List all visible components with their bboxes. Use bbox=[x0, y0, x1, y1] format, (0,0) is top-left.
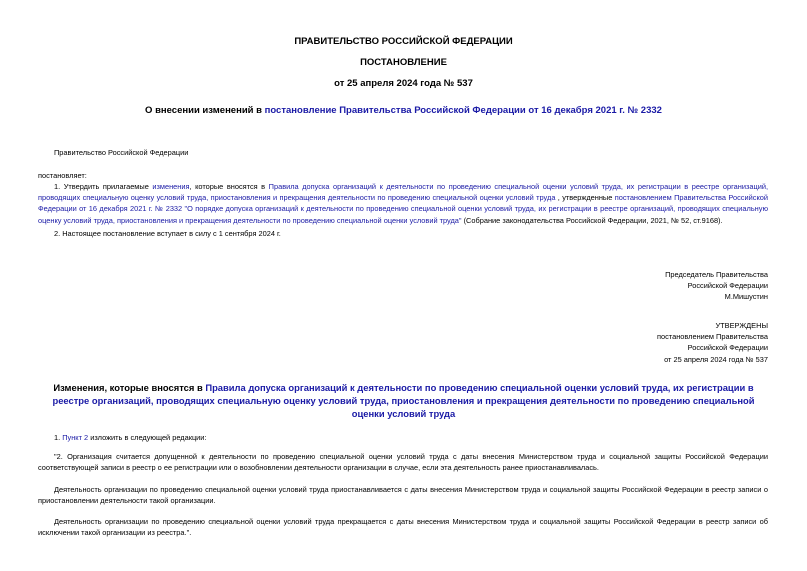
signature-name: М.Мишустин bbox=[724, 292, 768, 302]
quoted-paragraph-3: Деятельность организации по проведению специальной оценки условий труда прекращается с даты внесения Министерством труда и социальной защиты Российской Федерации в реестр записи об исключении такой организации из реестра.". bbox=[38, 517, 768, 538]
quoted-paragraph-1: "2. Организация считается допущенной к деятельности по проведению специальной оценки условий труда с даты внесения Министерством труда и социальной защиты Российской Федерации соответствующей записи в реестр о ее регистрации или о возобновлении деятельности организации в случае, если эта деятельность ранее приостанавливалась. bbox=[38, 452, 768, 473]
paragraph-2: 2. Настоящее постановление вступает в силу с 1 сентября 2024 г. bbox=[54, 229, 281, 238]
signature-title: Председатель Правительства bbox=[665, 270, 768, 279]
decides-line: постановляет: bbox=[38, 171, 87, 180]
change-item-1: 1. Пункт 2 изложить в следующей редакции: bbox=[54, 433, 207, 442]
approved-line-1: УТВЕРЖДЕНЫ bbox=[715, 321, 768, 330]
approved-line-3: Российской Федерации bbox=[687, 343, 768, 353]
doc-date-heading: от 25 апреля 2024 года № 537 bbox=[334, 78, 473, 89]
approved-line-2: постановлением Правительства bbox=[657, 332, 768, 342]
doc-title bbox=[0, 105, 807, 116]
changes-rules-link[interactable]: Правила допуска организаций к деятельности по проведению специальной оценки условий труда, их регистрации в реестре организаций, проводящих специальную оценку условий труда, приостановления и прекращения деятельности по проведению специальной оценки условий труда bbox=[52, 382, 755, 419]
doc-type-heading: ПОСТАНОВЛЕНИЕ bbox=[360, 57, 447, 68]
paragraph-1: 1. Утвердить прилагаемые изменения, которые вносятся в Правила допуска организаций к деятельности по проведению специальной оценки условий труда, их регистрации в реестре организаций, проводящих специальную оценку условий труда, приостановления и прекращения деятельности по проведению специальной оценки условий труда , утвержденные постановлением Правительства Российской Федерации от 16 декабря 2021 г. № 2332 "О порядке допуска организаций к деятельности по проведению специальной оценки условий труда, их регистрации в реестре организаций, проводящих специальную оценку условий труда, приостановления и прекращения деятельности по проведению специальной оценки условий труда" (Собрание законодательства Российской Федерации, 2021, № 52, ст.9168). bbox=[38, 182, 768, 225]
changes-link[interactable]: изменения bbox=[152, 182, 190, 191]
signature-title-2: Российской Федерации bbox=[687, 281, 768, 291]
decree-2332-link[interactable]: постановлением Правительства Российской Федерации от 16 декабря 2021 г. № 2332 "О порядке допуска организаций к деятельности по проведению специальной оценки условий труда, их регистрации в реестре организаций, проводящих специальную оценку условий труда, приостановления и прекращения деятельности по проведению специальной оценки условий труда" bbox=[38, 193, 768, 225]
quoted-paragraph-2: Деятельность организации по проведению специальной оценки условий труда приостанавливается с даты внесения Министерством труда и социальной защиты Российской Федерации в реестр записи о приостановлении деятельности такой организации. bbox=[38, 485, 768, 506]
amended-decree-link[interactable]: постановление Правительства Российской Федерации от 16 декабря 2021 г. № 2332 bbox=[264, 105, 662, 116]
approved-line-4: от 25 апреля 2024 года № 537 bbox=[664, 354, 768, 364]
org-heading: ПРАВИТЕЛЬСТВО РОССИЙСКОЙ ФЕДЕРАЦИИ bbox=[294, 36, 513, 47]
signature-block bbox=[665, 269, 768, 303]
point-2-link[interactable]: Пункт 2 bbox=[62, 433, 89, 442]
approved-block bbox=[657, 320, 768, 365]
rules-link[interactable]: Правила допуска организаций к деятельности по проведению специальной оценки условий труда, их регистрации в реестре организаций, проводящих специальную оценку условий труда, приостановления и прекращения деятельности по проведению специальной оценки условий труда bbox=[38, 182, 768, 203]
changes-title: Изменения, которые вносятся в Правила допуска организаций к деятельности по проведению специальной оценки условий труда, их регистрации в реестре организаций, проводящих специальную оценку условий труда, приостановления и прекращения деятельности по проведению специальной оценки условий труда bbox=[52, 382, 755, 419]
government-line: Правительство Российской Федерации bbox=[54, 148, 189, 157]
doc-title-prefix: О внесении изменений в bbox=[145, 105, 265, 116]
